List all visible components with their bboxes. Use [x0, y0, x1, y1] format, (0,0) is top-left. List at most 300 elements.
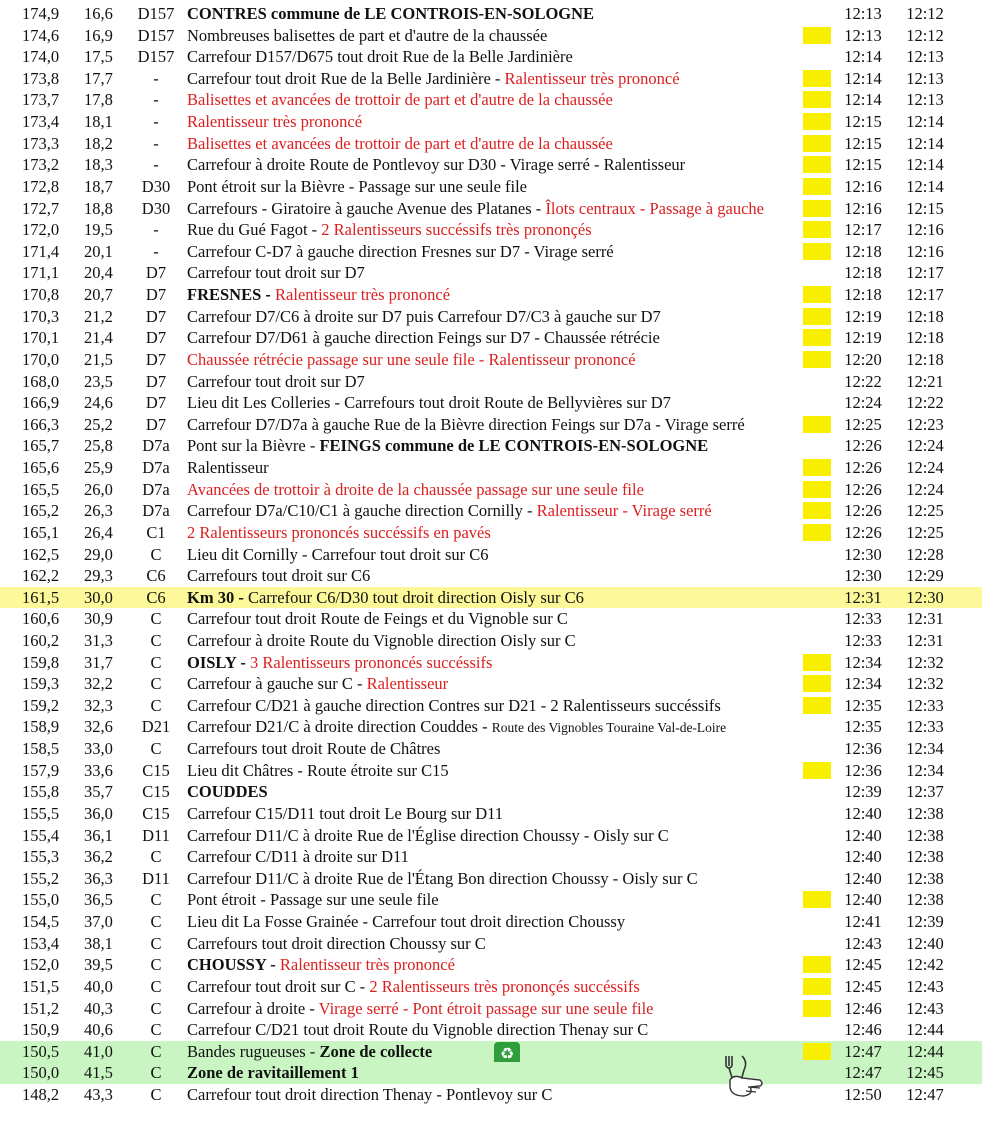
warning-text: 2 Ralentisseurs très prononçés succéssifs — [369, 976, 640, 996]
table-row — [0, 25, 982, 47]
attention-marker — [803, 178, 831, 195]
km-cell: 26,4 — [84, 522, 113, 542]
description-cell — [187, 306, 827, 328]
attention-marker — [803, 978, 831, 995]
description-text: CHOUSSY - — [187, 955, 280, 975]
km-cell: 41,5 — [84, 1063, 113, 1083]
description-text: Pont étroit - Passage sur une seule file — [187, 890, 439, 910]
description-cell — [187, 89, 827, 111]
description-text: Ralentisseur — [187, 458, 269, 478]
table-row — [0, 998, 982, 1020]
description-text: Km 30 - — [187, 587, 248, 607]
time-slow-cell: 12:24 — [906, 479, 944, 499]
time-fast-cell: 12:14 — [844, 68, 882, 88]
road-cell: - — [153, 220, 159, 240]
km-cell: 43,3 — [84, 1085, 113, 1104]
table-row — [0, 695, 982, 717]
km-remaining-cell: 174,6 — [22, 25, 60, 45]
road-cell: - — [153, 241, 159, 261]
km-cell: 21,5 — [84, 349, 113, 369]
attention-marker — [803, 1043, 831, 1060]
time-fast-cell: 12:18 — [844, 263, 882, 283]
time-fast-cell: 12:17 — [844, 220, 882, 240]
table-row — [0, 760, 982, 782]
km-remaining-cell: 159,8 — [22, 652, 60, 672]
km-cell: 38,1 — [84, 933, 113, 953]
table-row — [0, 587, 982, 609]
km-cell: 20,4 — [84, 263, 113, 283]
time-fast-cell: 12:13 — [844, 25, 882, 45]
description-text: Pont étroit sur la Bièvre - Passage sur une seule file — [187, 176, 527, 196]
table-row — [0, 306, 982, 328]
road-cell: - — [153, 112, 159, 132]
road-cell: D7a — [142, 501, 170, 521]
description-text: Carrefour tout droit sur D7 — [187, 263, 365, 283]
km-remaining-cell: 150,9 — [22, 1020, 60, 1040]
description-cell — [187, 46, 827, 68]
description-text: Carrefours tout droit Route de Châtres — [187, 739, 441, 759]
time-fast-cell: 12:35 — [844, 695, 882, 715]
warning-text: Balisettes et avancées de trottoir de part et d'autre de la chaussée — [187, 90, 613, 110]
time-slow-cell: 12:16 — [906, 241, 944, 261]
road-cell: C — [150, 890, 162, 910]
description-cell — [187, 1084, 827, 1106]
table-row — [0, 414, 982, 436]
time-slow-cell: 12:31 — [906, 630, 944, 650]
time-slow-cell: 12:37 — [906, 782, 944, 802]
km-cell: 29,3 — [84, 566, 113, 586]
km-remaining-cell: 168,0 — [22, 371, 60, 391]
recycle-icon: ♻ — [494, 1042, 520, 1066]
km-cell: 36,1 — [84, 825, 113, 845]
road-cell: D7 — [145, 349, 167, 369]
km-cell: 30,0 — [84, 587, 113, 607]
road-cell: C15 — [142, 760, 170, 780]
km-cell: 40,6 — [84, 1020, 113, 1040]
road-cell: C — [150, 544, 162, 564]
table-row — [0, 219, 982, 241]
road-cell: D7 — [145, 393, 167, 413]
time-fast-cell: 12:13 — [844, 4, 882, 23]
km-cell: 17,7 — [84, 68, 113, 88]
attention-marker — [803, 891, 831, 908]
description-text: Lieu dit Châtres - Route étroite sur C15 — [187, 760, 449, 780]
km-remaining-cell: 160,6 — [22, 609, 60, 629]
km-remaining-cell: 173,7 — [22, 90, 60, 110]
table-row — [0, 1041, 982, 1063]
time-slow-cell: 12:12 — [906, 25, 944, 45]
time-fast-cell: 12:34 — [844, 652, 882, 672]
road-cell: C — [150, 955, 162, 975]
table-row — [0, 1019, 982, 1041]
description-cell — [187, 68, 827, 90]
attention-marker — [803, 221, 831, 238]
table-row — [0, 3, 982, 25]
description-text: Carrefour à droite Route du Vignoble direction Oisly sur C — [187, 630, 576, 650]
km-remaining-cell: 165,7 — [22, 436, 60, 456]
warning-text: Ralentisseur très prononcé — [504, 68, 680, 88]
time-fast-cell: 12:33 — [844, 630, 882, 650]
time-fast-cell: 12:45 — [844, 955, 882, 975]
time-slow-cell: 12:38 — [906, 868, 944, 888]
table-row — [0, 435, 982, 457]
km-cell: 37,0 — [84, 912, 113, 932]
description-text: Lieu dit La Fosse Grainée - Carrefour tout droit direction Choussy — [187, 912, 626, 932]
description-text: Carrefour D7/D7a à gauche Rue de la Bièvre direction Feings sur D7a - Virage serré — [187, 414, 745, 434]
description-cell — [187, 3, 827, 25]
km-remaining-cell: 154,5 — [22, 912, 60, 932]
road-cell: C6 — [146, 566, 166, 586]
km-cell: 17,5 — [84, 47, 113, 67]
km-cell: 26,0 — [84, 479, 113, 499]
time-fast-cell: 12:36 — [844, 739, 882, 759]
time-slow-cell: 12:14 — [906, 176, 944, 196]
km-remaining-cell: 150,0 — [22, 1063, 60, 1083]
road-cell: - — [153, 68, 159, 88]
km-cell: 25,9 — [84, 458, 113, 478]
table-row — [0, 544, 982, 566]
time-slow-cell: 12:28 — [906, 544, 944, 564]
km-cell: 20,7 — [84, 285, 113, 305]
road-cell: C — [150, 1085, 162, 1104]
attention-marker — [803, 70, 831, 87]
time-fast-cell: 12:16 — [844, 198, 882, 218]
time-fast-cell: 12:19 — [844, 328, 882, 348]
time-slow-cell: 12:34 — [906, 739, 944, 759]
description-cell — [187, 652, 827, 674]
km-cell: 25,2 — [84, 414, 113, 434]
km-cell: 35,7 — [84, 782, 113, 802]
table-row — [0, 349, 982, 371]
road-cell: D7a — [142, 458, 170, 478]
km-remaining-cell: 170,0 — [22, 349, 60, 369]
road-cell: D7 — [145, 285, 167, 305]
description-cell — [187, 392, 827, 414]
description-text: Carrefour D7/D61 à gauche direction Feings sur D7 - Chaussée rétrécie — [187, 328, 660, 348]
km-cell: 36,5 — [84, 890, 113, 910]
km-cell: 36,2 — [84, 847, 113, 867]
description-text: Carrefour C6/D30 tout droit direction Oisly sur C6 — [247, 587, 584, 607]
time-slow-cell: 12:34 — [906, 760, 944, 780]
description-cell — [187, 976, 827, 998]
warning-text: Ralentisseur très prononcé — [275, 285, 451, 305]
km-remaining-cell: 155,0 — [22, 890, 60, 910]
description-text: Carrefours tout droit direction Choussy sur C — [187, 933, 486, 953]
km-cell: 30,9 — [84, 609, 113, 629]
description-text: Carrefour tout droit Route de Feings et du Vignoble sur C — [187, 609, 568, 629]
time-slow-cell: 12:12 — [906, 4, 944, 23]
time-slow-cell: 12:22 — [906, 393, 944, 413]
description-text: Carrefour C15/D11 tout droit Le Bourg sur D11 — [187, 803, 504, 823]
time-slow-cell: 12:44 — [906, 1020, 944, 1040]
km-remaining-cell: 173,2 — [22, 155, 60, 175]
description-text: Carrefour D11/C à droite Rue de l'Étang Bon direction Choussy - Oisly sur C — [187, 868, 698, 888]
road-cell: D7 — [145, 371, 167, 391]
road-cell: C — [150, 1063, 162, 1083]
description-text: Nombreuses balisettes de part et d'autre de la chaussée — [187, 25, 548, 45]
km-cell: 17,8 — [84, 90, 113, 110]
road-cell: D7 — [145, 328, 167, 348]
time-slow-cell: 12:38 — [906, 847, 944, 867]
description-cell — [187, 25, 827, 47]
time-slow-cell: 12:23 — [906, 414, 944, 434]
time-fast-cell: 12:15 — [844, 112, 882, 132]
km-cell: 18,7 — [84, 176, 113, 196]
description-text: Carrefour D21/C à droite direction Couddes - — [187, 717, 492, 737]
km-cell: 21,4 — [84, 328, 113, 348]
warning-text: Virage serré - Pont étroit passage sur une seule file — [318, 998, 654, 1018]
time-fast-cell: 12:26 — [844, 501, 882, 521]
description-text: Carrefour tout droit sur C - — [187, 976, 370, 996]
road-cell: D30 — [141, 198, 171, 218]
attention-marker — [803, 502, 831, 519]
description-cell — [187, 716, 827, 739]
time-slow-cell: 12:38 — [906, 890, 944, 910]
description-text: Zone de ravitaillement 1 — [187, 1063, 359, 1083]
description-cell — [187, 111, 827, 133]
km-remaining-cell: 173,3 — [22, 133, 60, 153]
attention-marker — [803, 459, 831, 476]
table-row — [0, 781, 982, 803]
description-text: Carrefour C/D11 à droite sur D11 — [187, 847, 409, 867]
time-fast-cell: 12:26 — [844, 436, 882, 456]
time-slow-cell: 12:45 — [906, 1063, 944, 1083]
description-text: CONTRES commune de LE CONTROIS-EN-SOLOGNE — [187, 4, 595, 23]
km-cell: 32,3 — [84, 695, 113, 715]
time-fast-cell: 12:47 — [844, 1063, 882, 1083]
description-text: Carrefours - Giratoire à gauche Avenue des Platanes - — [187, 198, 546, 218]
description-cell — [187, 198, 827, 220]
road-cell: C — [150, 652, 162, 672]
km-remaining-cell: 165,6 — [22, 458, 60, 478]
road-cell: D157 — [137, 47, 175, 67]
km-remaining-cell: 155,4 — [22, 825, 60, 845]
km-remaining-cell: 159,2 — [22, 695, 60, 715]
time-fast-cell: 12:45 — [844, 976, 882, 996]
time-fast-cell: 12:30 — [844, 566, 882, 586]
time-fast-cell: 12:18 — [844, 241, 882, 261]
time-slow-cell: 12:14 — [906, 155, 944, 175]
time-fast-cell: 12:46 — [844, 1020, 882, 1040]
table-row — [0, 846, 982, 868]
km-remaining-cell: 162,2 — [22, 566, 60, 586]
road-cell: C15 — [142, 782, 170, 802]
warning-text: 2 Ralentisseurs succéssifs très prononçés — [321, 220, 592, 240]
time-fast-cell: 12:16 — [844, 176, 882, 196]
time-slow-cell: 12:14 — [906, 133, 944, 153]
table-row — [0, 111, 982, 133]
road-cell: C — [150, 933, 162, 953]
km-cell: 19,5 — [84, 220, 113, 240]
time-slow-cell: 12:40 — [906, 933, 944, 953]
table-row — [0, 198, 982, 220]
time-slow-cell: 12:29 — [906, 566, 944, 586]
attention-marker — [803, 113, 831, 130]
km-remaining-cell: 155,8 — [22, 782, 60, 802]
time-fast-cell: 12:40 — [844, 890, 882, 910]
description-cell — [187, 1019, 827, 1041]
warning-text: Îlots centraux - Passage à gauche — [545, 198, 764, 218]
km-remaining-cell: 155,5 — [22, 803, 60, 823]
warning-text: Balisettes et avancées de trottoir de part et d'autre de la chaussée — [187, 133, 613, 153]
table-row — [0, 133, 982, 155]
table-row — [0, 933, 982, 955]
road-cell: C — [150, 1041, 162, 1061]
description-text: Carrefour D7/C6 à droite sur D7 puis Carrefour D7/C3 à gauche sur D7 — [187, 306, 661, 326]
table-row — [0, 457, 982, 479]
time-slow-cell: 12:16 — [906, 220, 944, 240]
road-cell: D7a — [142, 479, 170, 499]
attention-marker — [803, 697, 831, 714]
description-text: Rue du Gué Fagot - — [187, 220, 322, 240]
time-slow-cell: 12:30 — [906, 587, 944, 607]
description-cell — [187, 630, 827, 652]
attention-marker — [803, 243, 831, 260]
time-slow-cell: 12:13 — [906, 68, 944, 88]
attention-marker — [803, 329, 831, 346]
description-cell — [187, 608, 827, 630]
km-remaining-cell: 174,0 — [22, 47, 60, 67]
description-cell — [187, 781, 827, 803]
time-slow-cell: 12:24 — [906, 458, 944, 478]
km-remaining-cell: 172,7 — [22, 198, 60, 218]
attention-marker — [803, 286, 831, 303]
table-row — [0, 803, 982, 825]
km-remaining-cell: 166,3 — [22, 414, 60, 434]
time-fast-cell: 12:40 — [844, 825, 882, 845]
road-cell: C — [150, 912, 162, 932]
km-cell: 36,0 — [84, 803, 113, 823]
time-slow-cell: 12:15 — [906, 198, 944, 218]
road-cell: C — [150, 847, 162, 867]
table-row — [0, 46, 982, 68]
description-cell — [187, 414, 827, 436]
description-cell — [187, 673, 827, 695]
table-row — [0, 954, 982, 976]
km-remaining-cell: 170,1 — [22, 328, 60, 348]
description-cell — [187, 544, 827, 566]
description-text: FRESNES - — [187, 285, 276, 305]
description-text: Carrefour D11/C à droite Rue de l'Église direction Choussy - Oisly sur C — [187, 825, 669, 845]
warning-text: 3 Ralentisseurs prononcés succéssifs — [249, 652, 493, 672]
description-text: Carrefour tout droit Rue de la Belle Jardinière - — [187, 68, 505, 88]
km-cell: 40,3 — [84, 998, 113, 1018]
road-cell: C — [150, 976, 162, 996]
time-slow-cell: 12:44 — [906, 1041, 944, 1061]
road-cell: D157 — [137, 25, 175, 45]
description-text: Carrefour tout droit sur D7 — [187, 371, 365, 391]
table-row — [0, 89, 982, 111]
km-cell: 20,1 — [84, 241, 113, 261]
description-cell — [187, 738, 827, 760]
time-fast-cell: 12:15 — [844, 155, 882, 175]
description-text: Carrefour à gauche sur C - — [187, 674, 367, 694]
attention-marker — [803, 200, 831, 217]
time-fast-cell: 12:41 — [844, 912, 882, 932]
attention-marker — [803, 156, 831, 173]
km-cell: 18,2 — [84, 133, 113, 153]
time-slow-cell: 12:39 — [906, 912, 944, 932]
description-cell — [187, 219, 827, 241]
time-fast-cell: 12:40 — [844, 803, 882, 823]
road-cell: D7 — [145, 414, 167, 434]
time-slow-cell: 12:17 — [906, 285, 944, 305]
time-slow-cell: 12:38 — [906, 825, 944, 845]
description-cell — [187, 695, 827, 717]
time-fast-cell: 12:25 — [844, 414, 882, 434]
km-remaining-cell: 153,4 — [22, 933, 60, 953]
time-slow-cell: 12:33 — [906, 695, 944, 715]
km-cell: 21,2 — [84, 306, 113, 326]
km-cell: 25,8 — [84, 436, 113, 456]
table-row — [0, 284, 982, 306]
time-fast-cell: 12:14 — [844, 90, 882, 110]
time-fast-cell: 12:39 — [844, 782, 882, 802]
description-text: COUDDES — [187, 782, 268, 802]
description-cell — [187, 587, 827, 609]
description-cell — [187, 933, 827, 955]
table-row — [0, 716, 982, 738]
description-cell — [187, 262, 827, 284]
time-fast-cell: 12:34 — [844, 674, 882, 694]
table-row — [0, 479, 982, 501]
km-remaining-cell: 158,9 — [22, 717, 60, 737]
attention-marker — [803, 675, 831, 692]
table-row — [0, 327, 982, 349]
km-remaining-cell: 157,9 — [22, 760, 60, 780]
attention-marker — [803, 27, 831, 44]
description-text: Lieu dit Cornilly - Carrefour tout droit sur C6 — [187, 544, 489, 564]
road-cell: - — [153, 133, 159, 153]
attention-marker — [803, 524, 831, 541]
time-slow-cell: 12:18 — [906, 306, 944, 326]
description-cell — [187, 154, 827, 176]
attention-marker — [803, 956, 831, 973]
road-cell: D11 — [142, 825, 170, 845]
description-cell — [187, 371, 827, 393]
km-remaining-cell: 155,3 — [22, 847, 60, 867]
road-cell: D7 — [145, 306, 167, 326]
km-cell: 31,3 — [84, 630, 113, 650]
time-fast-cell: 12:40 — [844, 847, 882, 867]
attention-marker — [803, 91, 831, 108]
description-cell — [187, 846, 827, 868]
description-cell — [187, 889, 827, 911]
km-remaining-cell: 162,5 — [22, 544, 60, 564]
time-fast-cell: 12:43 — [844, 933, 882, 953]
description-cell — [187, 565, 827, 587]
description-text: Carrefour à droite Route de Pontlevoy sur D30 - Virage serré - Ralentisseur — [187, 155, 686, 175]
road-cell: C — [150, 674, 162, 694]
attention-marker — [803, 654, 831, 671]
description-text: Carrefours tout droit sur C6 — [187, 566, 371, 586]
km-cell: 23,5 — [84, 371, 113, 391]
table-row — [0, 608, 982, 630]
km-cell: 26,3 — [84, 501, 113, 521]
description-text: Carrefour C-D7 à gauche direction Fresnes sur D7 - Virage serré — [187, 241, 614, 261]
description-cell — [187, 327, 827, 349]
time-slow-cell: 12:14 — [906, 112, 944, 132]
km-cell: 33,0 — [84, 739, 113, 759]
time-slow-cell: 12:43 — [906, 998, 944, 1018]
road-cell: C — [150, 609, 162, 629]
km-remaining-cell: 150,5 — [22, 1041, 60, 1061]
km-cell: 33,6 — [84, 760, 113, 780]
road-cell: C — [150, 630, 162, 650]
time-fast-cell: 12:40 — [844, 868, 882, 888]
description-text: Bandes rugueuses - — [187, 1041, 320, 1061]
table-row — [0, 911, 982, 933]
